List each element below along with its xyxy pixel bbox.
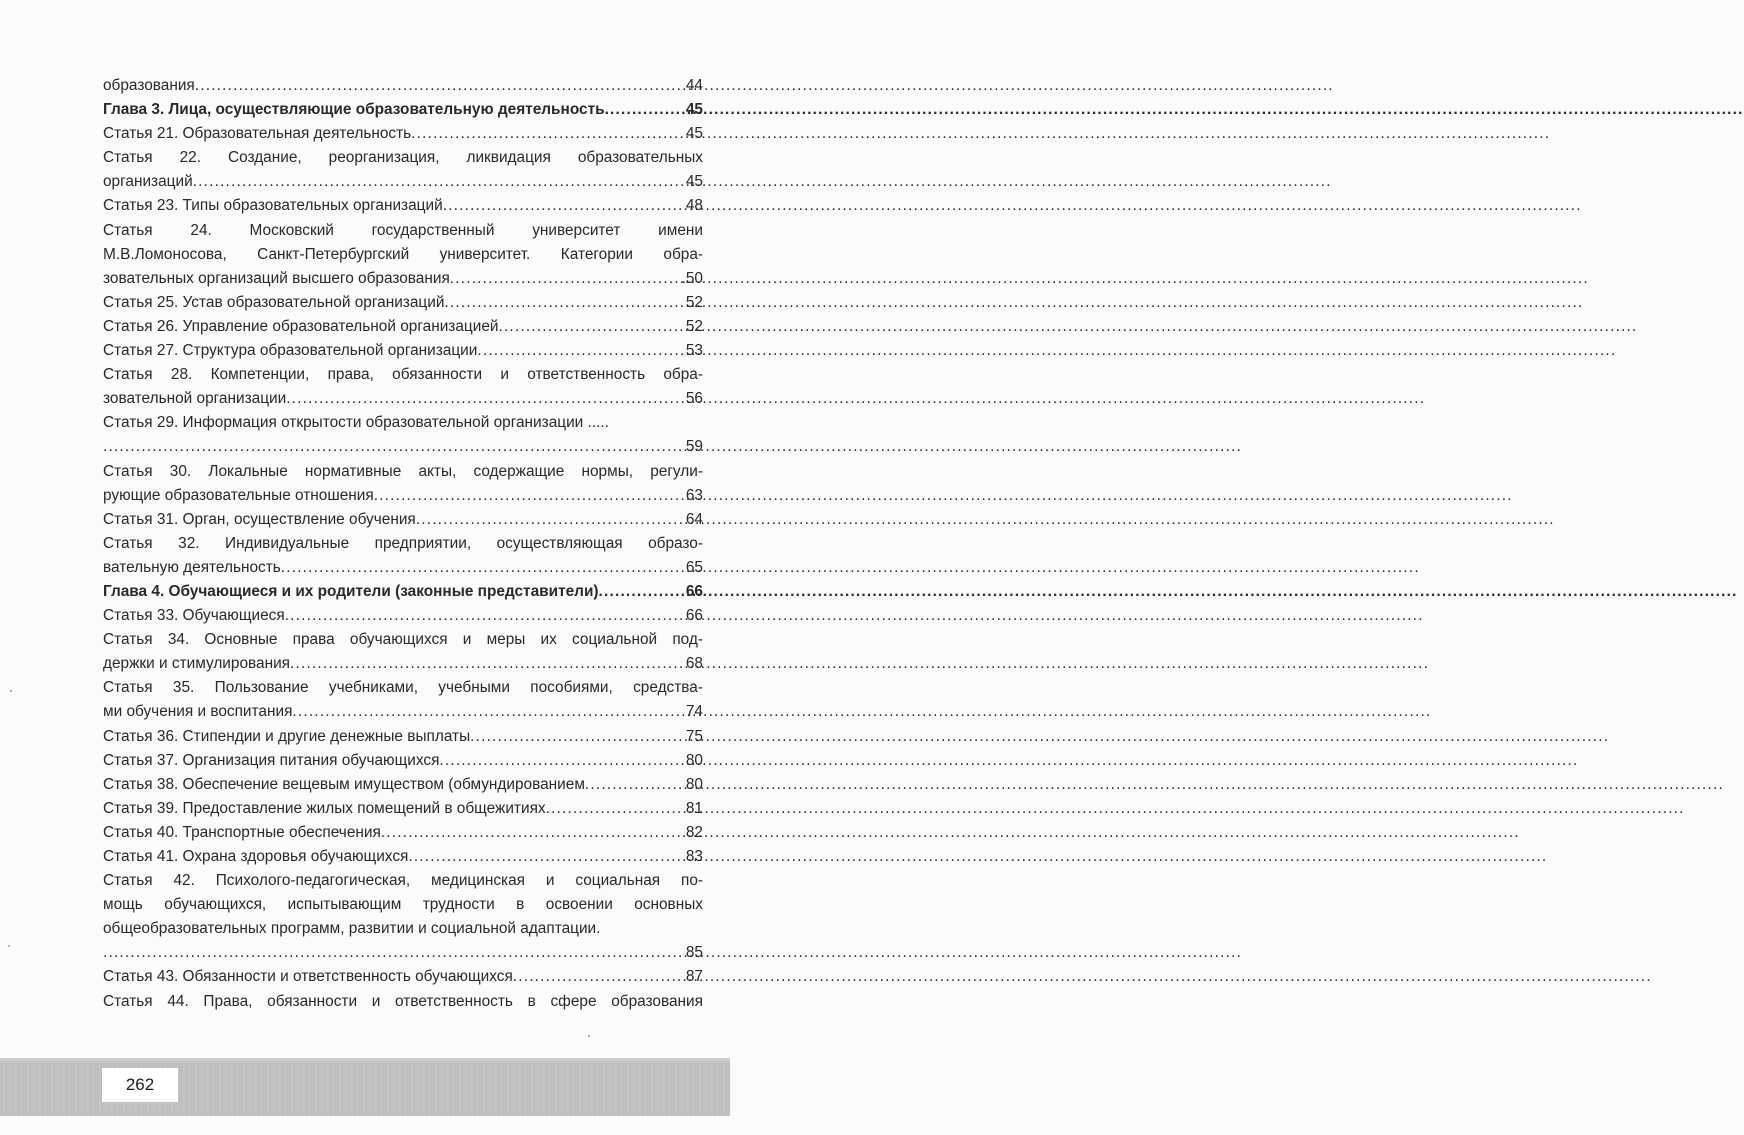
toc-entry [103,291,703,315]
toc-page-number: 52 [685,317,703,335]
toc-continuation [103,941,703,965]
toc-entry [103,194,703,218]
scan-speck [8,945,10,947]
toc-entry [103,749,703,773]
toc-page-number: 45 [685,125,703,143]
toc-page-number: 80 [685,751,703,769]
toc-line: Статья 34. Основные права обучающихся и меры их социальной под- [103,631,703,649]
scan-speck [10,690,12,692]
toc-entry-title: зовательных организаций высшего образования [103,269,450,287]
dot-leader [408,845,685,869]
toc-line: Статья 29. Информация открытости образовательной организации ..... [103,414,609,432]
toc-entry [103,700,703,724]
toc-page-number: 87 [685,968,703,986]
dot-leader [439,749,684,773]
toc-page-number: 59 [685,438,703,456]
toc-entry-title: Статья 33. Обучающиеся [103,607,285,625]
dot-leader [599,580,685,604]
chapter-entry [103,580,703,604]
toc-page-number: 56 [685,390,703,408]
toc-entry-title: организаций [103,173,193,191]
toc-continuation [103,435,703,459]
toc-entry-title: Статья 36. Стипендии и другие денежные выплаты [103,727,471,745]
toc-page-number: 65 [685,558,703,576]
toc-entry [103,725,703,749]
toc-entry-title: Глава 3. Лица, осуществляющие образовательную деятельность [103,101,605,119]
toc-entry [103,315,703,339]
toc-page-number: 45 [685,173,703,191]
toc-page-number: 81 [685,799,703,817]
toc-entry-title: Статья 26. Управление образовательной организацией [103,317,499,335]
toc-entry [103,170,703,194]
toc-entry-title: Статья 41. Охрана здоровья обучающихся [103,848,409,865]
toc-page-number: 63 [685,486,703,504]
toc-page-number: 68 [685,655,703,673]
toc-entry [103,797,703,821]
toc-entry [103,773,703,797]
dot-leader [450,267,681,291]
toc-entry-title: ми обучения и воспитания [103,703,293,721]
toc-page-number: 66 [685,582,703,600]
toc-entry-title: Статья 39. Предоставление жилых помещений в общежитиях [103,799,546,817]
toc-line: Статья 22. Создание, реорганизация, ликвидация образовательных [103,149,703,167]
toc-page-number: 85 [685,944,703,962]
toc-line: общеобразовательных программ, развитии и социальной адаптации. [103,920,601,938]
dot-leader [585,773,685,797]
toc-entry-title: Статья 21. Образовательная деятельность [103,125,412,143]
toc-page-number: 48 [685,197,703,215]
toc-page-number: 82 [685,823,703,841]
dot-leader [411,122,685,146]
toc-line: Статья 30. Локальные нормативные акты, содержащие нормы, регули- [103,462,703,480]
dot-leader [605,98,685,122]
toc-entry-title: Глава 4. Обучающиеся и их родители (законные представители) [103,582,599,600]
toc-entry [103,387,703,411]
dot-leader [193,170,685,194]
toc-entry-title: Статья 40. Транспортные обеспечения [103,823,381,841]
toc-page-number: 80 [685,775,703,793]
dot-leader [381,821,685,845]
toc-page-number: 66 [685,607,703,625]
dot-leader [195,74,685,98]
toc-entry-title: Статья 31. Орган, осуществление обучения [103,510,416,528]
scan-speck [588,1035,590,1037]
toc-line: Статья 35. Пользование учебниками, учебными пособиями, средства- [103,679,703,697]
toc-line: Статья 28. Компетенции, права, обязанности и ответственность обра- [103,366,703,384]
toc-entry-title: Статья 23. Типы образовательных организаций [103,197,443,215]
toc-entry-title: Статья 43. Обязанности и ответственность обучающихся [103,968,513,986]
toc-entry-title: Статья 27. Структура образовательной организации [103,342,478,360]
toc-entry-title: Статья 25. Устав образовательной организаций [103,293,445,311]
toc-entry [103,556,703,580]
toc-entry [103,339,703,363]
dot-leader [285,604,685,628]
toc-entry-title: Статья 37. Организация питания обучающихся [103,751,440,769]
toc-line: мощь обучающихся, испытывающим трудности в освоении основных [103,896,703,914]
toc-entry [103,845,703,869]
toc-page-number: 52 [685,293,703,311]
toc-entry [103,484,703,508]
toc-entry [103,122,703,146]
dot-leader [292,700,684,724]
dot-leader [286,387,685,411]
dot-leader [103,435,685,459]
dot-leader [103,941,685,965]
toc-page-number: 75 [685,727,703,745]
dot-leader [374,484,685,508]
toc-page-number: 74 [685,703,703,721]
dot-leader [498,315,684,339]
toc-line: Статья 44. Права, обязанности и ответственность в сфере образования [103,992,703,1010]
dot-leader [477,339,685,363]
toc-entry [103,821,703,845]
toc-entry [103,604,703,628]
toc-entry-title: держки и стимулирования [103,655,291,673]
toc-line: Статья 42. Психолого-педагогическая, медицинская и социальная по- [103,872,703,890]
toc-entry [103,74,703,98]
toc-entry [103,965,703,989]
dot-leader [470,725,685,749]
chapter-entry [103,98,703,122]
toc-entry [103,267,703,291]
dot-leader [444,291,684,315]
toc-line: Статья 24. Московский государственный университет имени [103,221,703,239]
dot-leader [513,965,685,989]
toc-entry [103,508,703,532]
toc-line: Статья 32. Индивидуальные предприятии, осуществляющая образо- [103,534,703,552]
toc-entry [103,652,703,676]
table-of-contents [103,74,703,1014]
toc-page-number: 44 [685,77,703,94]
toc-entry-title: Статья 38. Обеспечение вещевым имуществом (обмундированием [103,775,585,793]
toc-page-number: 64 [685,510,703,528]
toc-entry-title: зовательной организации [103,390,287,408]
toc-line: М.В.Ломоносова, Санкт-Петербургский университет. Категории обра- [103,245,703,263]
dot-leader [416,508,685,532]
toc-page-number: .50 [681,269,703,287]
toc-page-number: 53 [685,342,703,360]
dot-leader [281,556,685,580]
dot-leader [290,652,685,676]
toc-page-number: 45 [685,101,703,119]
toc-page-number: 83 [685,848,703,865]
dot-leader [443,194,685,218]
page-number: 262 [102,1068,178,1102]
dot-leader [546,797,685,821]
toc-entry-title: вательную деятельность [103,558,281,576]
toc-entry-title: рующие образовательные отношения [103,486,374,504]
toc-entry-title: образования [103,77,195,94]
